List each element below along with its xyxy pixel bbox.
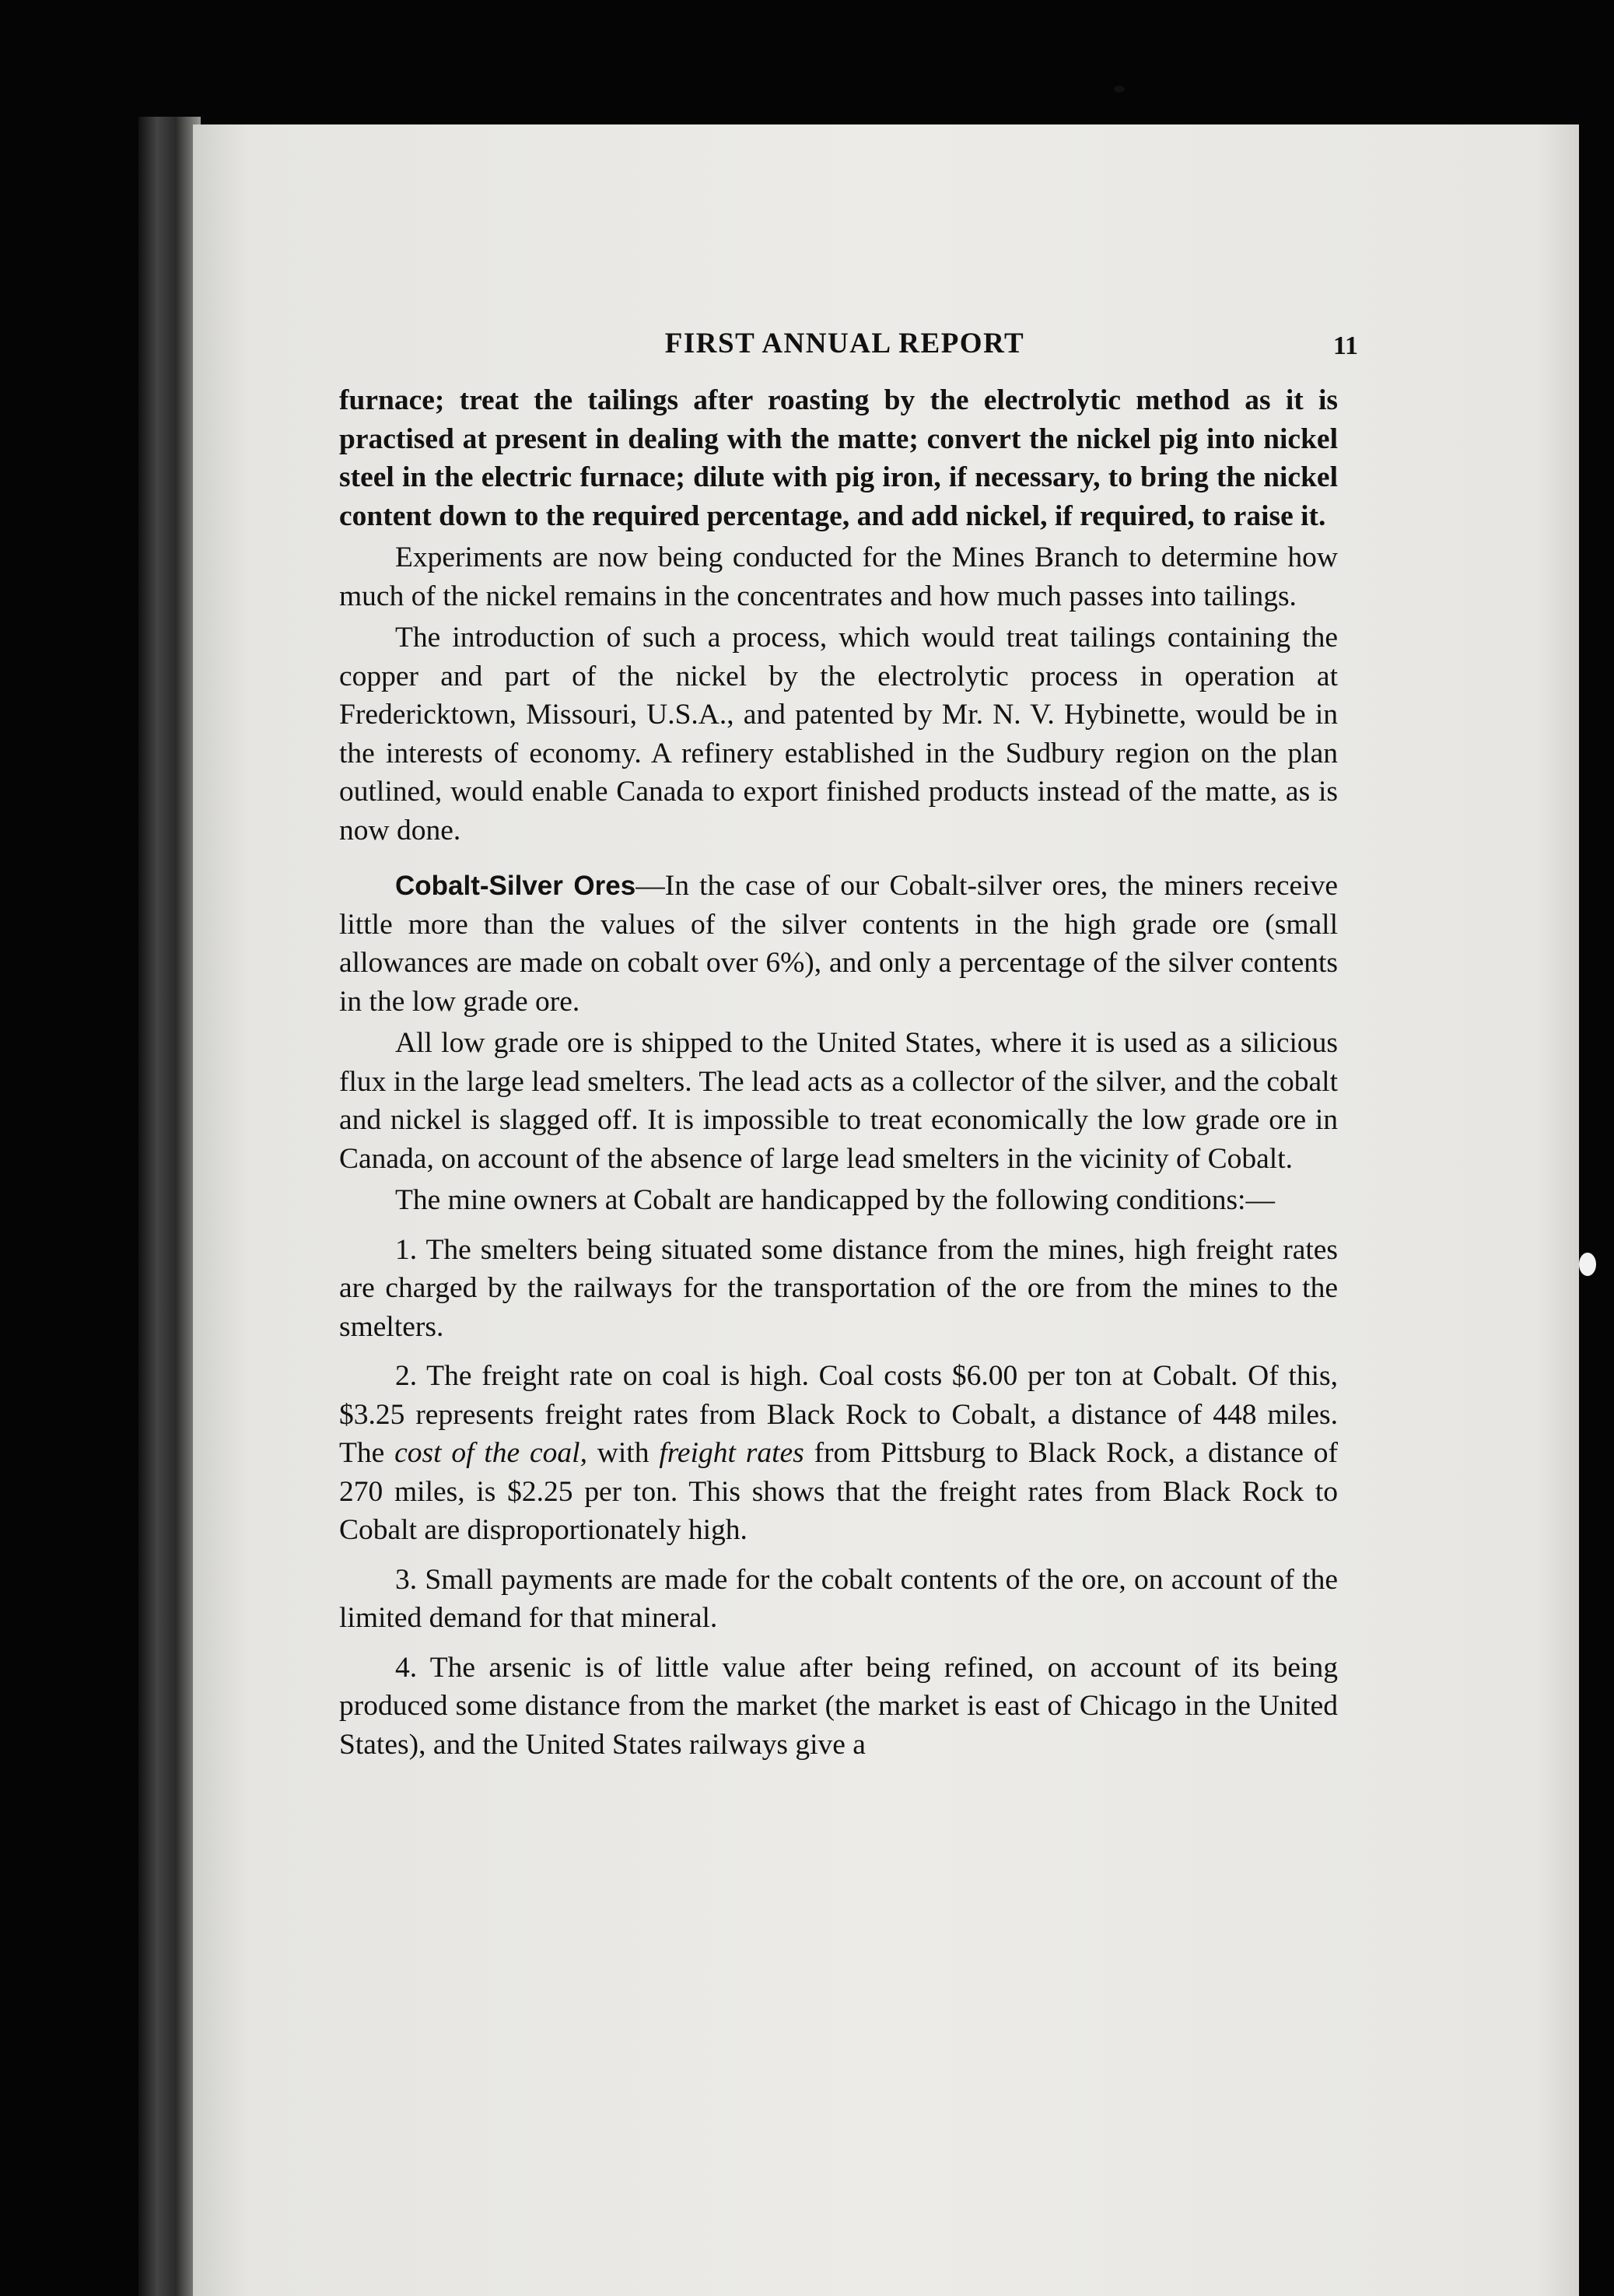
paragraph-experiments: Experiments are now being conducted for the Mines Branch to determine how much of the nickel remains in the concentrates and how much passes into tailings.	[339, 542, 1338, 612]
body-text	[339, 381, 1338, 1764]
book-spine-shadow	[138, 117, 201, 2296]
list-item-2	[339, 1357, 1338, 1550]
list-item-2-text-b: with	[586, 1437, 660, 1469]
list-item-2-italic-a: cost of the coal,	[394, 1437, 587, 1469]
scan-speck	[1579, 1253, 1596, 1276]
paragraph-low-grade: All low grade ore is shipped to the United States, where it is used as a silicious flux in the large lead smelters. The lead acts as a collector of the silver, and the cobalt and nickel is slagged off. It is impossible to treat economically the low grade ore in Canada, on account of the absence of large lead smelters in the vicinity of Cobalt.	[339, 1027, 1338, 1175]
section-heading: Cobalt-Silver Ores	[395, 871, 636, 901]
paragraph-process: The introduction of such a process, which would treat tailings containing the copper and part of the nickel by the electrolytic process in operation at Fredericktown, Missouri, U.S.A., and patented by Mr. N. V. Hybinette, would be in the interests of economy. A refinery established in the Sudbury region on the plan outlined, would enable Canada to export finished products instead of the matte, as is now done.	[339, 622, 1338, 847]
list-item-2-italic-b: freight rates	[659, 1437, 804, 1469]
list-item-2-text-a: 2. The freight rate on coal is high. Coal costs $6.00 per ton at Cobalt. Of this, $3.25 represents freight rates from Black Rock to Cobalt, a distance of 448 miles. The	[339, 1360, 1338, 1469]
list-item-3: 3. Small payments are made for the cobalt contents of the ore, on account of the limited demand for that mineral.	[339, 1563, 1338, 1634]
report-title: FIRST ANNUAL REPORT	[664, 328, 1025, 359]
paragraph-continuation: furnace; treat the tailings after roasting by the electrolytic method as it is practised at present in dealing with the matte; convert the nickel pig into nickel steel in the electric furnace; dilute with pig iron, if necessary, to bring the nickel content down to the required percentage, and add nickel, if required, to raise it.	[339, 384, 1338, 532]
scan-speck	[1114, 86, 1125, 93]
running-header	[339, 327, 1358, 366]
list-item-4: 4. The arsenic is of little value after being refined, on account of its being produced some distance from the market (the market is east of Chicago in the United States), and the United States railways give a	[339, 1651, 1338, 1761]
paragraph-cobalt-silver-text: —In the case of our Cobalt-silver ores, the miners receive little more than the values of the silver contents in the high grade ore (small allowances are made on cobalt over 6%), and only a percentage of the silver contents in the low grade ore.	[339, 870, 1338, 1018]
paragraph-cobalt-silver	[339, 867, 1338, 1021]
list-item-1: 1. The smelters being situated some distance from the mines, high freight rates are charged by the railways for the transportation of the ore from the mines to the smelters.	[339, 1233, 1338, 1343]
list-item-2-text-c: from Pittsburg to Black Rock, a distance of 270 miles, is $2.25 per ton. This shows that the freight rates from Black Rock to Cobalt are disproportionately high.	[339, 1437, 1338, 1546]
page-number: 11	[1332, 331, 1358, 360]
paragraph-conditions: The mine owners at Cobalt are handicapped by the following conditions:—	[395, 1184, 1275, 1216]
